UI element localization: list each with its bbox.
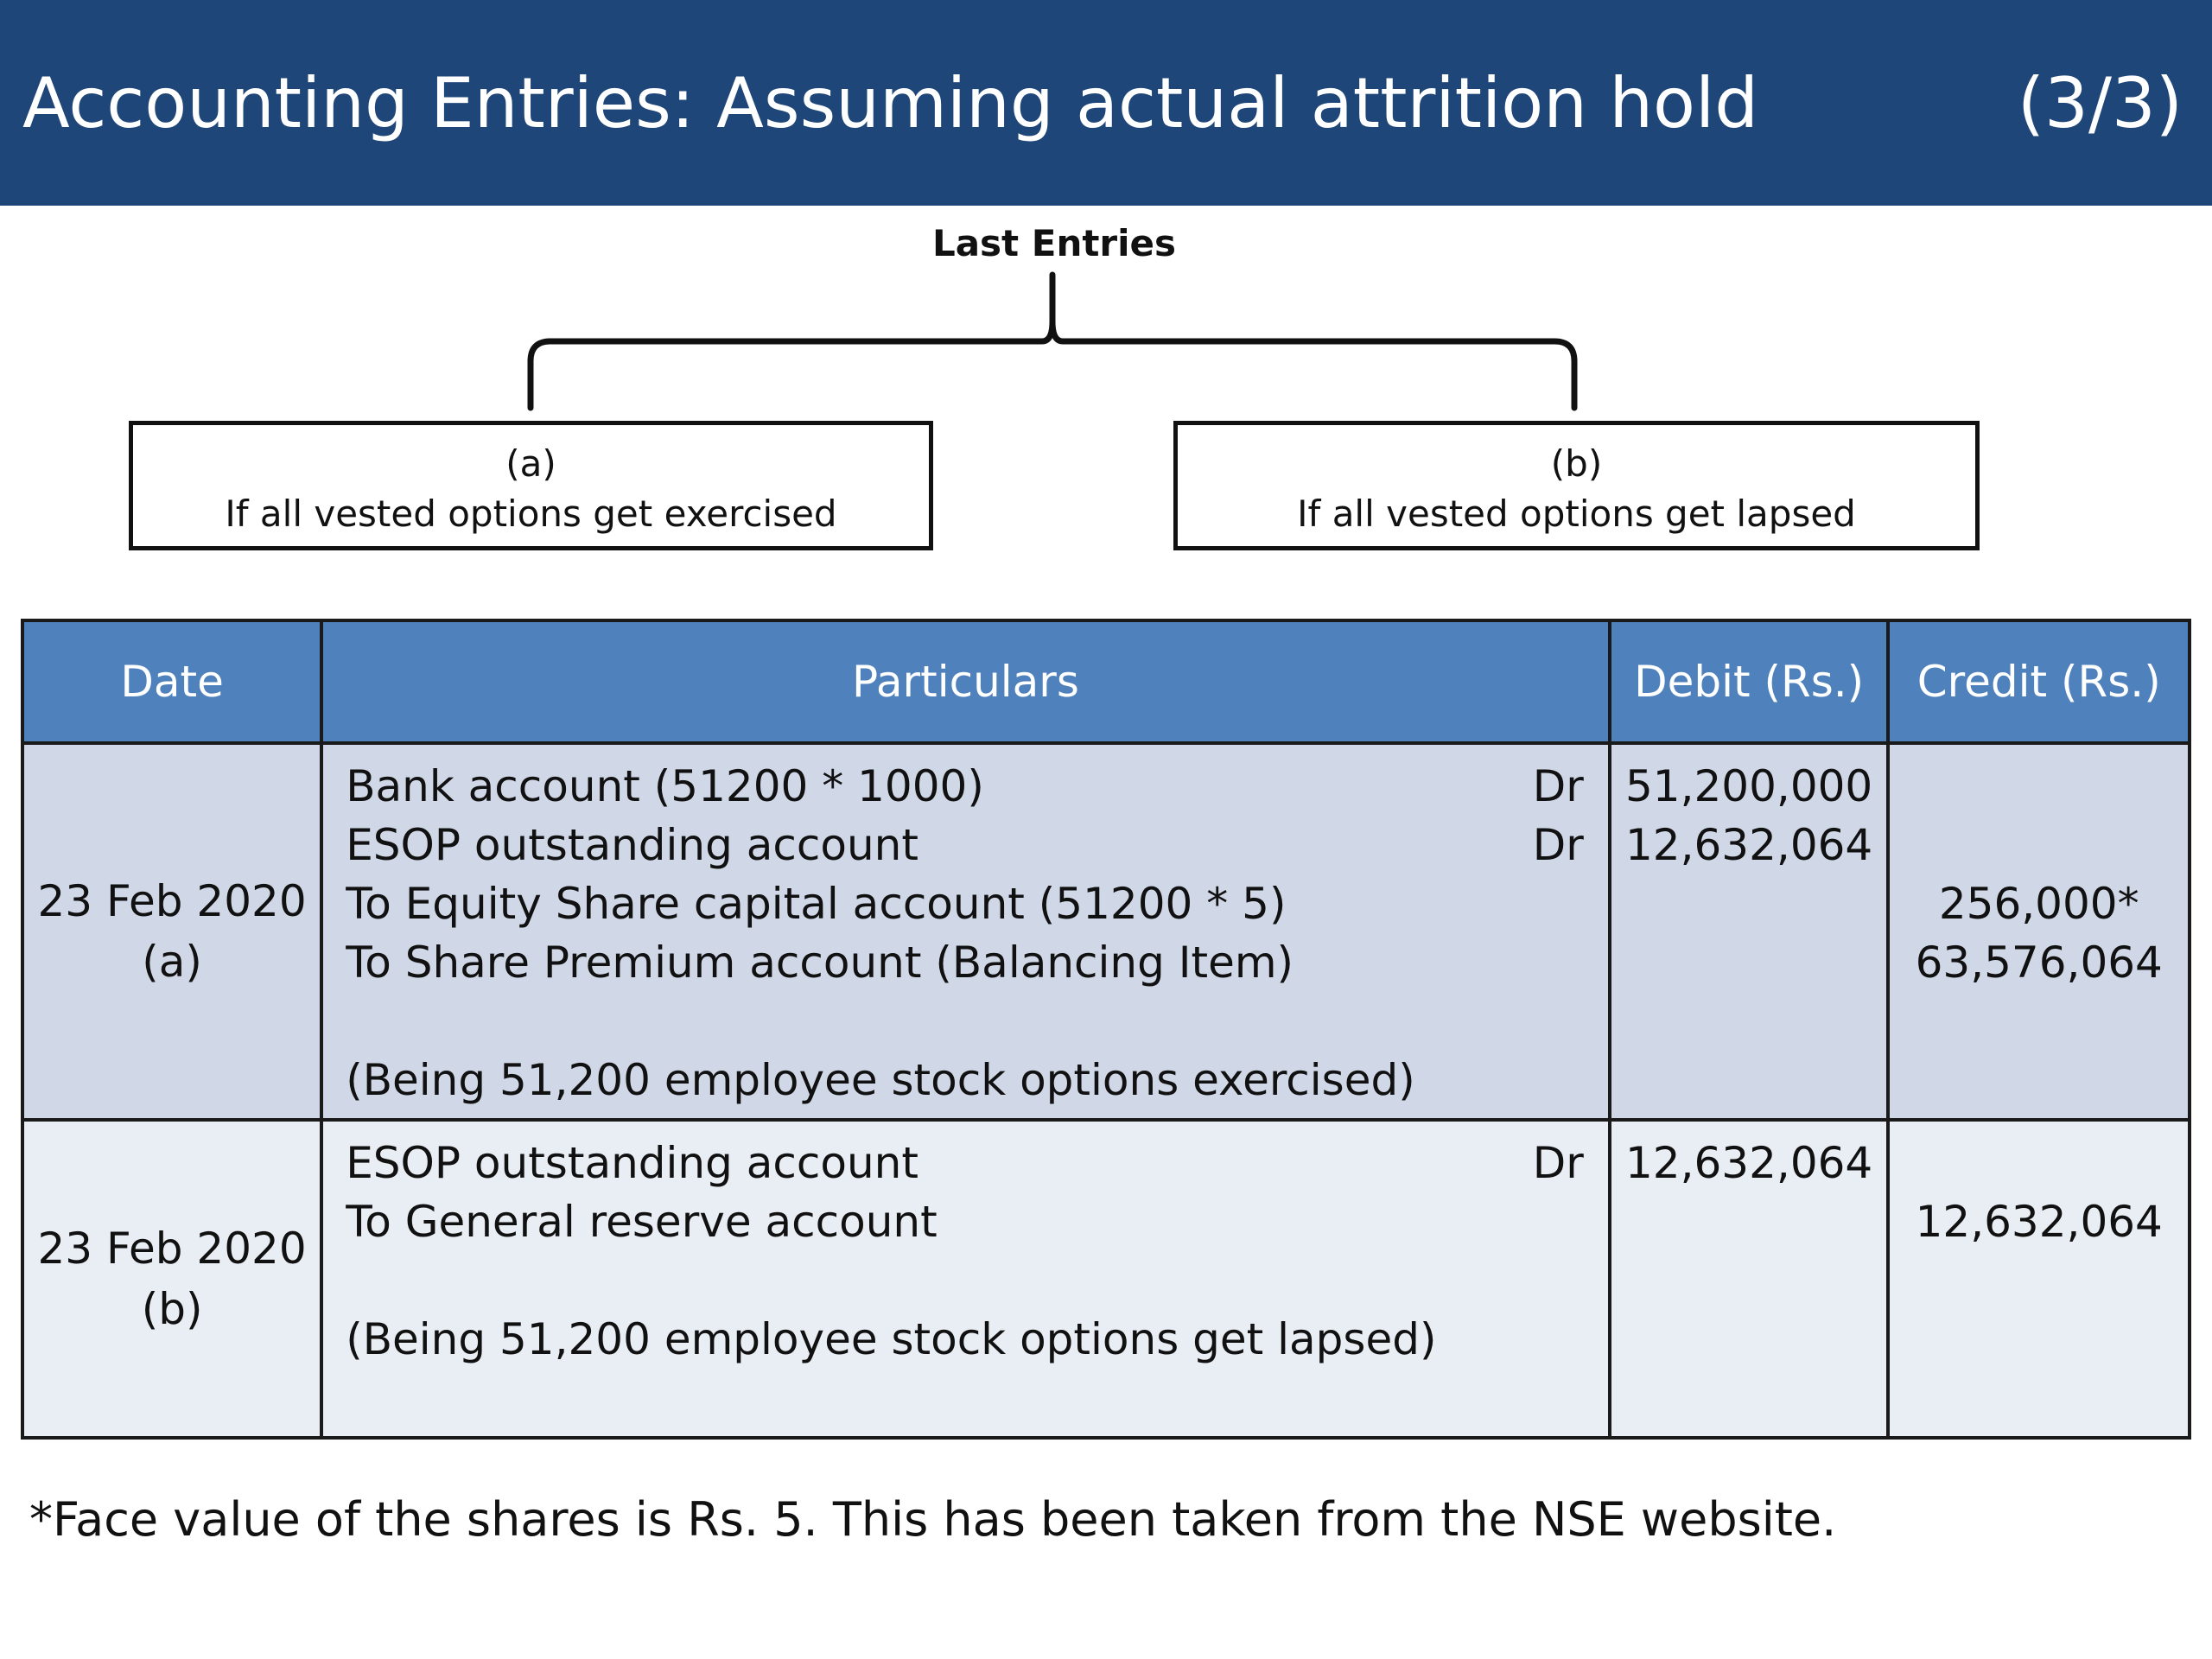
journal-line [346, 933, 1584, 992]
date-cell [22, 1120, 321, 1438]
table-row [22, 743, 2190, 1120]
branch-text: If all vested options get lapsed [1297, 493, 1856, 535]
credit-cell [1888, 1120, 2190, 1438]
dr-marker: Dr [1532, 1138, 1584, 1188]
account-text: ESOP outstanding account [346, 1138, 918, 1188]
particulars-cell [321, 1120, 1610, 1438]
entry-date-tag: (b) [141, 1284, 203, 1334]
table-row [22, 1120, 2190, 1438]
debit-amount: 51,200,000 [1624, 761, 1873, 811]
footnote: *Face value of the shares is Rs. 5. This has been taken from the NSE website. [29, 1492, 1837, 1547]
journal-line [346, 757, 1584, 816]
dr-marker: Dr [1532, 820, 1584, 870]
credit-amount: 63,576,064 [1915, 938, 2163, 988]
journal-table [21, 619, 2191, 1440]
account-text: To Share Premium account (Balancing Item) [346, 938, 1294, 988]
journal-line [346, 874, 1584, 933]
journal-line [346, 816, 1584, 874]
account-text: To Equity Share capital account (51200 * 5) [346, 879, 1287, 929]
column-header-particulars: Particulars [321, 620, 1610, 743]
debit-amount: 12,632,064 [1624, 820, 1873, 870]
credit-amount: 12,632,064 [1915, 1197, 2163, 1247]
account-text: To General reserve account [346, 1197, 938, 1247]
credit-cell [1888, 743, 2190, 1120]
branch-box-a [129, 421, 933, 550]
entry-date: 23 Feb 2020 [37, 876, 307, 926]
date-cell [22, 743, 321, 1120]
column-header-date: Date [22, 620, 321, 743]
column-header-credit: Credit (Rs.) [1888, 620, 2190, 743]
account-text: ESOP outstanding account [346, 820, 918, 870]
dr-marker: Dr [1532, 761, 1584, 811]
debit-cell [1610, 743, 1889, 1120]
table-header-row [22, 620, 2190, 743]
debit-amount: 12,632,064 [1624, 1138, 1873, 1188]
journal-line [346, 1192, 1584, 1251]
debit-cell [1610, 1120, 1889, 1438]
tree-root-label: Last Entries [931, 222, 1177, 264]
entry-date-tag: (a) [142, 937, 202, 987]
credit-amount: 256,000* [1938, 879, 2139, 929]
branch-box-b [1173, 421, 1980, 550]
journal-line [346, 1134, 1584, 1192]
slide-title: Accounting Entries: Assuming actual attrition hold [22, 63, 1758, 143]
narration [346, 1310, 1584, 1369]
branch-text: If all vested options get exercised [225, 493, 837, 535]
account-text: Bank account (51200 * 1000) [346, 761, 984, 811]
narration-text: (Being 51,200 employee stock options exercised) [346, 1055, 1415, 1105]
branch-tag: (b) [1550, 442, 1603, 485]
page-indicator: (3/3) [2017, 63, 2183, 143]
entry-date: 23 Feb 2020 [37, 1224, 307, 1274]
narration [346, 1051, 1584, 1109]
particulars-cell [321, 743, 1610, 1120]
column-header-debit: Debit (Rs.) [1610, 620, 1889, 743]
title-bar [0, 0, 2212, 206]
branch-tag: (a) [505, 442, 556, 485]
narration-text: (Being 51,200 employee stock options get lapsed) [346, 1314, 1437, 1364]
